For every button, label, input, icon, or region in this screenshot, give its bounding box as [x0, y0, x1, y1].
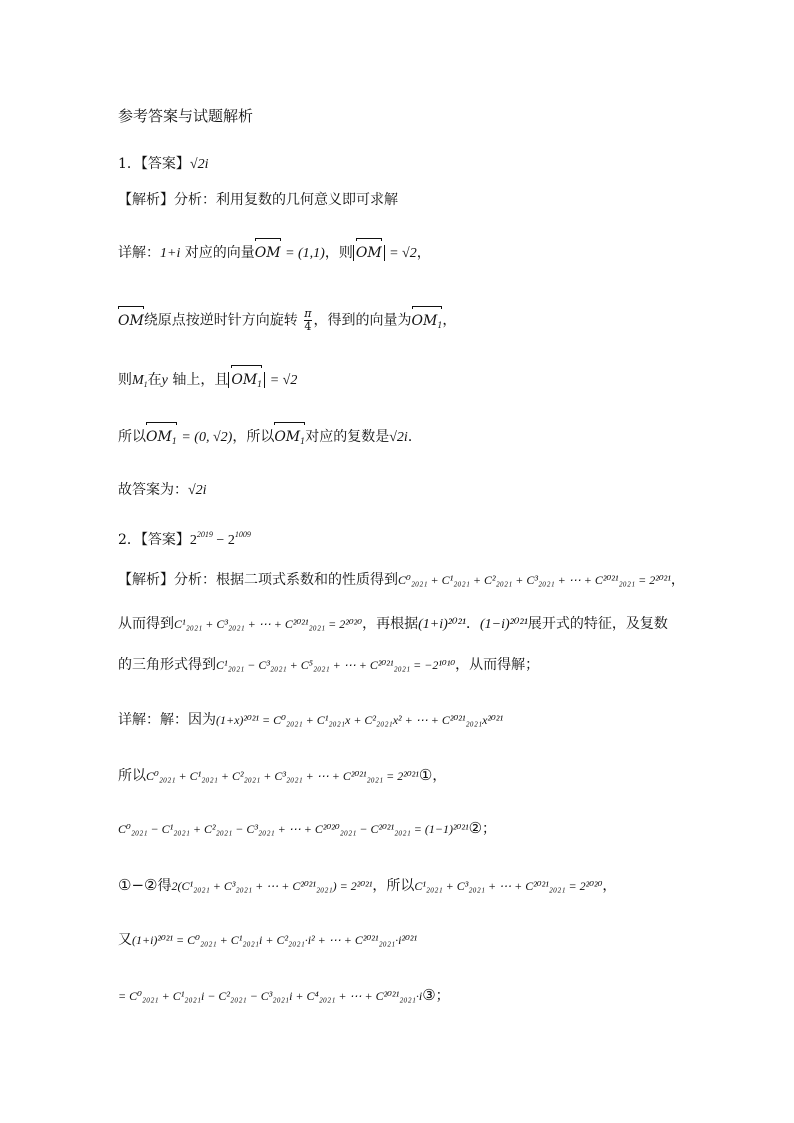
complex-value: √2i — [389, 430, 408, 445]
text: 轴上，且 — [172, 372, 229, 388]
point-m1: $M_1$ — [132, 373, 148, 389]
text: 【解析】分析：根据二项式系数和的性质得到 — [118, 572, 398, 588]
q1-answer-line — [118, 154, 209, 175]
text: 又 — [118, 932, 132, 948]
q2-detail-line-2 — [118, 765, 446, 786]
power-expr: (1+i)²⁰²¹ — [418, 617, 466, 632]
punct: ， — [670, 572, 685, 588]
text: 得 — [157, 878, 172, 894]
q1-answer: √2i — [189, 157, 209, 172]
q1-detail-line-2 — [118, 308, 456, 336]
text: 对应的向量 — [184, 245, 255, 261]
punct: ， — [602, 878, 617, 894]
alternating-sum-expr: C¹₂₀₂₁ − C³₂₀₂₁ + C⁵₂₀₂₁ + ⋯ + C²⁰²¹₂₀₂₁ = −2¹⁰¹⁰ — [216, 658, 456, 672]
odd-sum-result: C¹₂₀₂₁ + C³₂₀₂₁ + ⋯ + C²⁰²¹₂₀₂₁ = 2²⁰²⁰ — [414, 879, 603, 893]
q2-analysis-line-1 — [118, 570, 685, 590]
vector-om1: $OM_1$ — [412, 311, 443, 336]
q1-detail-line-3 — [118, 370, 297, 395]
text: 所以 — [118, 429, 146, 445]
fraction-pi-over-4 — [304, 308, 311, 333]
q2-detail-line-4 — [118, 875, 616, 896]
abs-value: = √2 — [269, 373, 298, 388]
q2-analysis-line-3 — [118, 655, 539, 675]
text: ，得到的向量为 — [313, 312, 412, 329]
text: 故答案为： — [118, 482, 188, 498]
complex-expr: 1+i — [160, 246, 181, 261]
text: 展开式的特征，及复数 — [527, 616, 668, 632]
text: ，再根据 — [362, 616, 419, 632]
equation-1: C⁰₂₀₂₁ + C¹₂₀₂₁ + C²₂₀₂₁ + C³₂₀₂₁ + ⋯ + C²⁰²¹₂₀₂₁ = 2²⁰²¹ — [146, 769, 419, 783]
text: 绕原点按逆时针方向旋转 — [143, 312, 298, 329]
vector-om1: $OM_1$ — [146, 427, 177, 452]
odd-sum-expr: C¹₂₀₂₁ + C³₂₀₂₁ + ⋯ + C²⁰²¹₂₀₂₁ = 2²⁰²⁰ — [174, 617, 363, 631]
final-answer: √2i — [188, 483, 207, 498]
detail-prefix: 详解： — [118, 245, 160, 261]
complex-expansion: (1+i)²⁰²¹ = C⁰₂₀₂₁ + C¹₂₀₂₁i + C²₂₀₂₁·i² + ⋯ + C²⁰²¹₂₀₂₁·i²⁰²¹ — [132, 933, 418, 947]
q2-detail-line-1 — [118, 710, 503, 730]
text: 的三角形式得到 — [118, 657, 216, 673]
circled-marker: ③ — [422, 986, 436, 1004]
text: 对应的复数是 — [305, 429, 390, 445]
punct: ， — [416, 245, 431, 261]
q2-analysis-line-2 — [118, 614, 668, 635]
q1-label: 1．【答案】 — [118, 156, 190, 172]
q2-answer-line — [118, 525, 251, 551]
punct: ． — [465, 616, 480, 632]
circled-marker: ② — [468, 819, 483, 837]
punct: ， — [442, 312, 457, 329]
q2-detail-line-3 — [118, 818, 496, 839]
binomial-expansion: (1+x)²⁰²¹ = C⁰₂₀₂₁ + C¹₂₀₂₁x + C²₂₀₂₁x² + ⋯ + C²⁰²¹₂₀₂₁x²⁰²¹ — [216, 713, 504, 727]
q1-final — [118, 480, 207, 501]
vector-om1-abs: $OM_1$ — [231, 370, 262, 395]
equation-2: C⁰₂₀₂₁ − C¹₂₀₂₁ + C²₂₀₂₁ − C³₂₀₂₁ + ⋯ + C²⁰²⁰₂₀₂₁ − C²⁰²¹₂₀₂₁ = (1−1)²⁰²¹ — [118, 822, 469, 836]
power-expr: (1−i)²⁰²¹ — [479, 617, 528, 632]
text: 所以 — [118, 768, 146, 784]
circled-marker: ① — [418, 766, 433, 784]
axis-y: y — [161, 373, 168, 388]
page-title: 参考答案与试题解析 — [118, 107, 254, 125]
vector-om1: $OM_1$ — [274, 427, 305, 452]
punct: ； — [435, 988, 450, 1004]
vector-om: OM — [254, 245, 281, 261]
vector-value: = (0, √2) — [181, 430, 233, 445]
equation-3: = C⁰₂₀₂₁ + C¹₂₀₂₁i − C²₂₀₂₁ − C³₂₀₂₁i + C⁴₂₀₂₁ + ⋯ + C²⁰²¹₂₀₂₁·i — [118, 989, 423, 1003]
q1-analysis: 【解析】分析：利用复数的几何意义即可求解 — [118, 192, 398, 208]
text: 从而得到 — [118, 616, 174, 632]
binomial-sum-expr: C⁰₂₀₂₁ + C¹₂₀₂₁ + C²₂₀₂₁ + C³₂₀₂₁ + ⋯ + C²⁰²¹₂₀₂₁ = 2²⁰²¹ — [398, 573, 671, 587]
text: 则 — [118, 372, 132, 388]
q1-detail-line-4 — [118, 427, 422, 452]
circled-marker-diff: ①−② — [118, 876, 158, 894]
frac-den: 4 — [304, 320, 312, 333]
frac-num: π — [304, 307, 312, 320]
q2-detail-line-6 — [118, 985, 450, 1006]
text: ，所以 — [232, 429, 275, 445]
vector-om: OM — [118, 312, 144, 329]
text: 详解：解：因为 — [118, 712, 216, 728]
vector-value: = (1,1) — [285, 246, 325, 261]
vector-om-abs: OM — [355, 245, 382, 261]
text: ，则 — [324, 245, 353, 261]
text: 在 — [147, 372, 162, 388]
text: ，所以 — [372, 878, 415, 894]
q2-detail-line-5 — [118, 930, 417, 950]
punct: ； — [482, 821, 497, 837]
q2-label: 2．【答案】 — [118, 532, 190, 548]
q1-detail-line-1 — [118, 243, 431, 264]
punct: ， — [432, 768, 447, 784]
abs-value: = √2 — [389, 246, 417, 261]
subtracted-equation: 2(C¹₂₀₂₁ + C³₂₀₂₁ + ⋯ + C²⁰²¹₂₀₂₁) = 2²⁰²¹ — [171, 879, 373, 893]
q2-answer: $2^{2019} - 2^{1009}$ — [189, 530, 251, 548]
punct: ． — [407, 429, 422, 445]
text: ，从而得解； — [455, 657, 540, 673]
